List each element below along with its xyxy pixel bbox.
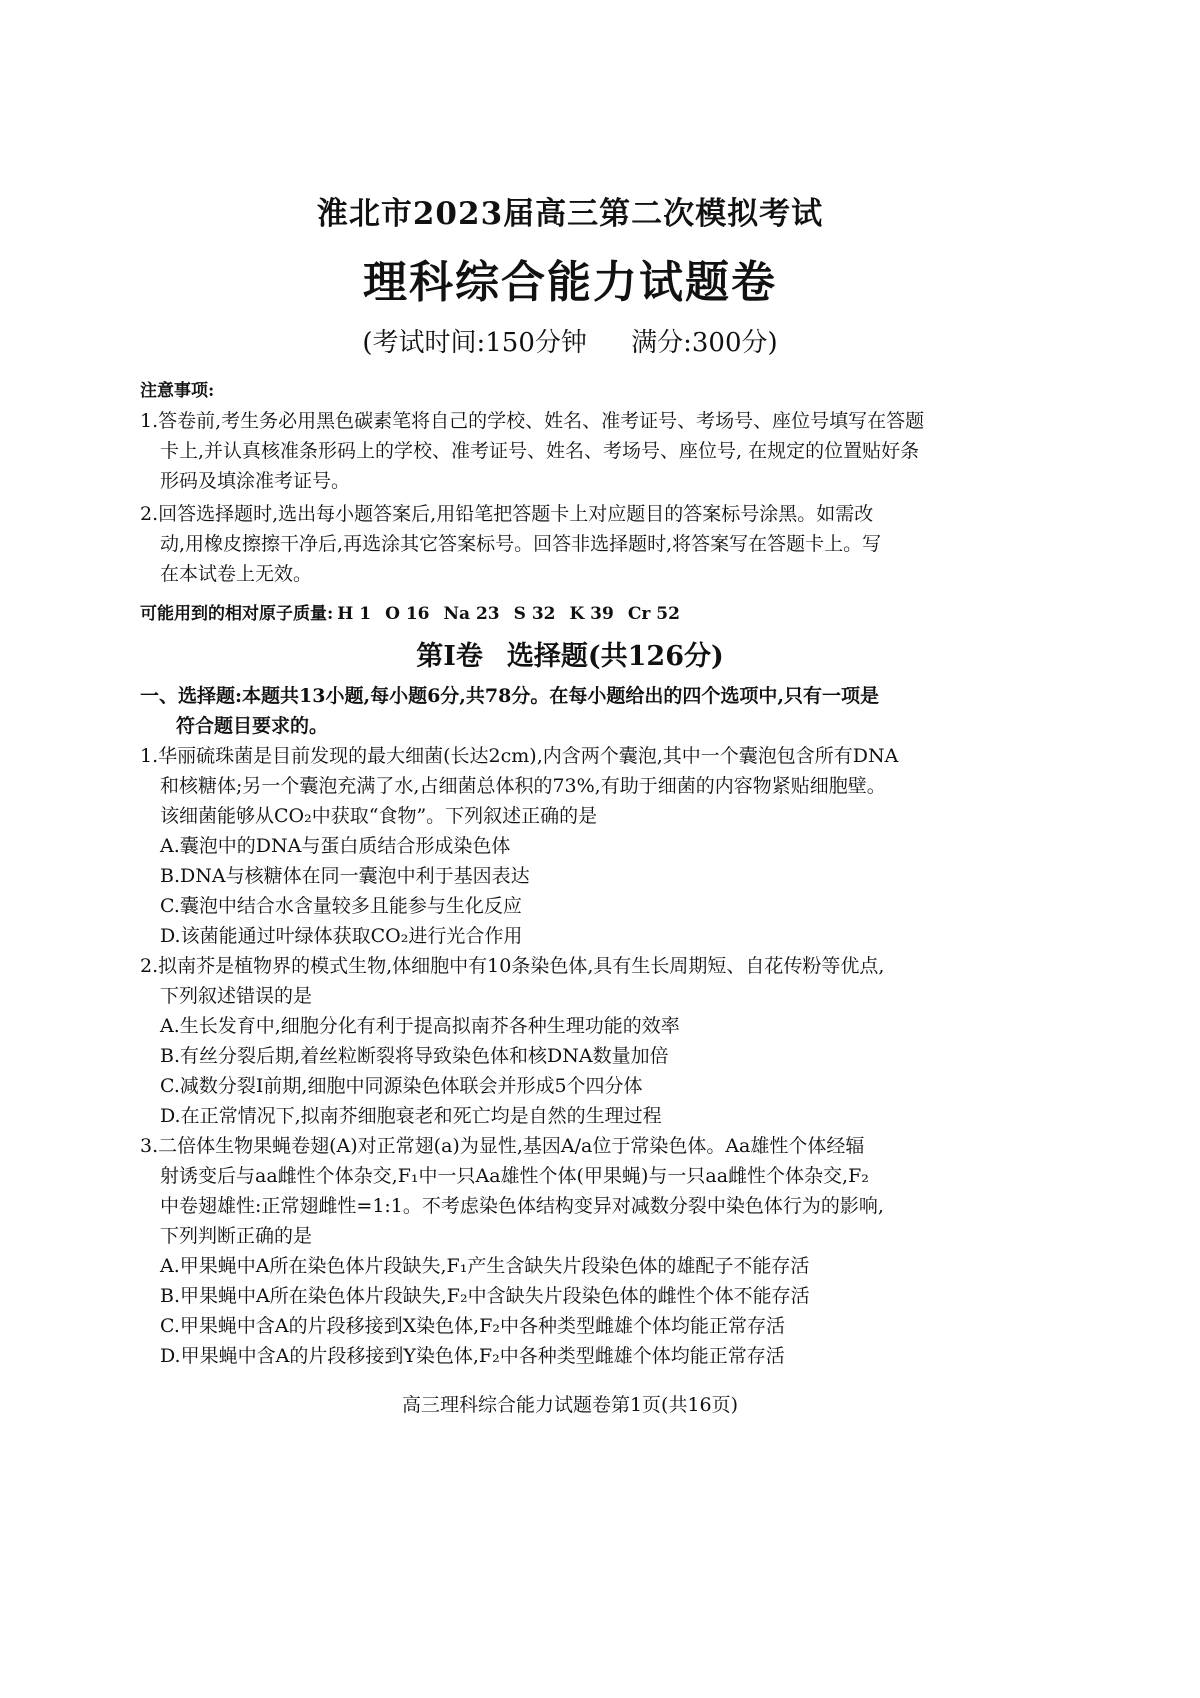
page-footer: 高三理科综合能力试题卷第1页(共16页) <box>401 1394 739 1416</box>
full-score: 满分:300分) <box>631 328 778 358</box>
question-option: B.DNA与核糖体在同一囊泡中利于基因表达 <box>160 865 530 887</box>
question-option: D.在正常情况下,拟南芥细胞衰老和死亡均是自然的生理过程 <box>160 1105 662 1127</box>
atomic-mass-value: K 39 <box>569 604 614 624</box>
question-stem-line: 3.二倍体生物果蝇卷翅(A)对正常翅(a)为显性,基因A/a位于常染色体。Aa雄性个体经辐 <box>140 1135 865 1157</box>
atomic-mass-value: H 1 <box>337 604 372 624</box>
question-stem-line: 下列判断正确的是 <box>160 1225 313 1247</box>
exam-body <box>140 376 1000 1371</box>
section-title: 选择题(共126分) <box>506 641 724 672</box>
question-option: A.囊泡中的DNA与蛋白质结合形成染色体 <box>160 835 511 857</box>
question-option: A.甲果蝇中A所在染色体片段缺失,F₁产生含缺失片段染色体的雄配子不能存活 <box>160 1255 810 1277</box>
question-stem-line: 2.拟南芥是植物界的模式生物,体细胞中有10条染色体,具有生长周期短、自花传粉等优点, <box>140 955 885 977</box>
note-line: 2.回答选择题时,选出每小题答案后,用铅笔把答题卡上对应题目的答案标号涂黑。如需改 <box>140 503 874 525</box>
question-option: D.甲果蝇中含A的片段移接到Y染色体,F₂中各种类型雌雄个体均能正常存活 <box>160 1345 785 1367</box>
exam-title: 淮北市2023届高三第二次模拟考试 <box>316 196 824 232</box>
question-option: A.生长发育中,细胞分化有利于提高拟南芥各种生理功能的效率 <box>160 1015 680 1037</box>
question <box>140 1131 1000 1371</box>
question <box>140 741 1000 951</box>
notes-list <box>140 406 1000 589</box>
questions <box>140 741 1000 1371</box>
exam-time: (考试时间:150分钟 <box>362 328 587 358</box>
notes-heading: 注意事项: <box>140 381 215 401</box>
atomic-mass <box>140 599 1000 629</box>
question-stem-line: 1.华丽硫珠菌是目前发现的最大细菌(长达2cm),内含两个囊泡,其中一个囊泡包含所有DNA <box>140 745 899 767</box>
section-heading <box>140 637 1000 677</box>
question-stem-line: 下列叙述错误的是 <box>160 985 313 1007</box>
note-line: 卡上,并认真核准条形码上的学校、准考证号、姓名、考场号、座位号, 在规定的位置贴好条 <box>160 440 920 462</box>
atomic-mass-value: O 16 <box>385 604 430 624</box>
atomic-mass-value: Cr 52 <box>627 604 680 624</box>
exam-subtitle: 理科综合能力试题卷 <box>363 257 777 308</box>
question-stem-line: 射诱变后与aa雌性个体杂交,F₁中一只Aa雄性个体(甲果蝇)与一只aa雌性个体杂交,F₂ <box>160 1165 869 1187</box>
question-option: B.甲果蝇中A所在染色体片段缺失,F₂中含缺失片段染色体的雌性个体不能存活 <box>160 1285 810 1307</box>
instruction-line: 符合题目要求的。 <box>176 715 329 737</box>
exam-info <box>140 322 1000 359</box>
note-item <box>140 406 1000 496</box>
note-line: 形码及填涂准考证号。 <box>160 470 351 492</box>
question-option: C.囊泡中结合水含量较多且能参与生化反应 <box>160 895 522 917</box>
atomic-mass-value: Na 23 <box>443 604 500 624</box>
question-option: C.减数分裂Ⅰ前期,细胞中同源染色体联会并形成5个四分体 <box>160 1075 643 1097</box>
atomic-mass-label: 可能用到的相对原子质量: <box>140 604 334 624</box>
question-stem-line: 该细菌能够从CO₂中获取“食物”。下列叙述正确的是 <box>160 805 598 827</box>
section-instruction <box>140 681 1000 741</box>
question-option: D.该菌能通过叶绿体获取CO₂进行光合作用 <box>160 925 523 947</box>
question <box>140 951 1000 1131</box>
question-stem-line: 和核糖体;另一个囊泡充满了水,占细菌总体积的73%,有助于细菌的内容物紧贴细胞壁。 <box>160 775 886 797</box>
atomic-mass-value: S 32 <box>513 604 556 624</box>
section-part: 第Ⅰ卷 <box>416 641 483 672</box>
note-line: 动,用橡皮擦擦干净后,再选涂其它答案标号。回答非选择题时,将答案写在答题卡上。写 <box>160 533 882 555</box>
note-item <box>140 499 1000 589</box>
instruction-line: 一、选择题:本题共13小题,每小题6分,共78分。在每小题给出的四个选项中,只有一项是 <box>140 685 879 707</box>
note-line: 在本试卷上无效。 <box>160 563 313 585</box>
question-option: B.有丝分裂后期,着丝粒断裂将导致染色体和核DNA数量加倍 <box>160 1045 669 1067</box>
question-stem-line: 中卷翅雄性:正常翅雌性=1:1。不考虑染色体结构变异对减数分裂中染色体行为的影响, <box>160 1195 884 1217</box>
note-line: 1.答卷前,考生务必用黑色碳素笔将自己的学校、姓名、准考证号、考场号、座位号填写在答题 <box>140 410 925 432</box>
question-option: C.甲果蝇中含A的片段移接到X染色体,F₂中各种类型雌雄个体均能正常存活 <box>160 1315 785 1337</box>
